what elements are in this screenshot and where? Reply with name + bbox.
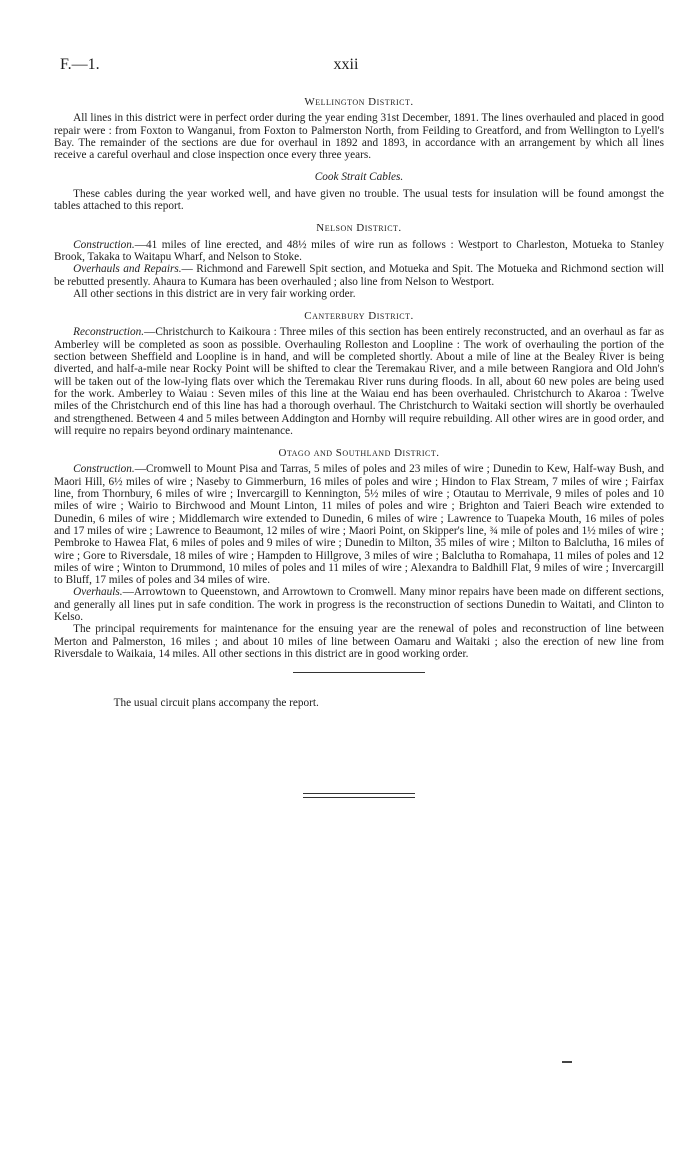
paragraph	[54, 326, 664, 437]
paragraph-text: —Christchurch to Kaikoura : Three miles of this section has been entirely reconstructed, and an overhaul as far as Amberley will be completed as soon as possible. Overhauling Rolleston and Loopline : The work of overhauling the portion of the section between Sheffield and Loopline is in hand, and will be completed shortly. About a mile of line at the Bealey River is being diverted, and half-a-mile near Rocky Point will be shifted to clear the Teremakau River, and a mile between Rangiora and Old John's will be taken out of the low-lying flats over which the Teremakau River runs during floods. In all, about 60 new poles are being used for the work. Amberley to Waiau : Seven miles of this line at the Waiau end has been overhauled. Christchurch to Akaroa : Twelve miles of the Christchurch end of this line has had a thorough overhaul. The Christchurch to Waitaki section will shortly be overhauled and strengthened. Between 4 and 5 miles between Addington and Hornby will require rebuilding. All other wires are in good order, and will require no repairs beyond ordinary maintenance.	[54, 326, 664, 437]
paragraph-text: — Richmond and Farewell Spit section, and Motueka and Spit. The Motueka and Richmond section will be rebutted presently. Ahaura to Kumara has been overhauled ; also line from Nelson to Westport.	[54, 263, 664, 288]
paragraph	[54, 586, 664, 623]
page-reference: F.—1.	[60, 56, 100, 73]
page-header	[60, 56, 632, 80]
paragraph	[54, 463, 664, 586]
paragraph-lead: Overhauls.	[73, 586, 123, 599]
paragraph-text: All other sections in this district are in very fair working order.	[73, 287, 356, 300]
paragraph	[54, 239, 664, 264]
closing-note	[54, 697, 664, 709]
paragraph	[54, 112, 664, 161]
paragraph-lead: Reconstruction.	[73, 326, 145, 339]
section-divider	[293, 672, 425, 673]
section-heading-nelson: Nelson District.	[316, 222, 402, 235]
paragraph-text: These cables during the year worked well, and have given no trouble. The usual tests for insulation will be found amongst the tables attached to this report.	[54, 187, 664, 213]
end-divider	[54, 793, 664, 798]
report-body	[54, 96, 664, 801]
paragraph	[54, 188, 664, 213]
section-subheading-cook-strait: Cook Strait Cables.	[314, 171, 404, 184]
paragraph	[54, 263, 664, 288]
paragraph-lead: Construction.	[73, 463, 135, 476]
paragraph-text: —Arrowtown to Queenstown, and Arrowtown to Cromwell. Many minor repairs have been made on different sections, and generally all lines put in safe condition. The work in progress is the reconstruction of sections Dunedin to Waitati, and Clinton to Kelso.	[54, 586, 664, 623]
paragraph	[54, 288, 664, 300]
paragraph-lead: Overhauls and Repairs.	[73, 263, 182, 276]
paragraph	[54, 623, 664, 660]
paragraph-text: —Cromwell to Mount Pisa and Tarras, 5 miles of poles and 23 miles of wire ; Dunedin to Kew, Half-way Bush, and Maori Hill, 6½ miles of wire ; Naseby to Gimmerburn, 16 miles of poles and wire ; Hindon to Flax Stream, 7 miles of wire ; Fairfax line, from Thornbury, 6 miles of wire ; Invercargill to Kennington, 5½ miles of wire ; Otautau to Merrivale, 9 miles of poles and 10 miles of wire ; Wairio to Birchwood and Mount Linton, 11 miles of poles and wire ; Brighton and Taieri Beach wire extended to Dunedin, 6 miles of wire ; Middlemarch wire extended to Dunedin, 6 miles of wire ; Lawrence to Tuapeka Mouth, 16 miles of poles and 17 miles of wire ; Lawrence to Beaumont, 12 miles of wire ; Maori Point, on Skipper's line, ¾ mile of poles and 1½ miles of wire ; Pembroke to Hawea Flat, 6 miles of poles and 9 miles of wire ; Dunedin to Milton, 35 miles of wire ; Milton to Balclutha, 16 miles of wire ; Gore to Riversdale, 18 miles of wire ; Hampden to Hillgrove, 3 miles of wire ; Balclutha to Romahapa, 11 miles of poles and 12 miles of wire ; Winton to Drummond, 10 miles of poles and 11 miles of wire ; Alexandra to Baldhill Flat, 9 miles of wire ; Invercargill to Bluff, 17 miles of poles and 34 miles of wire.	[54, 463, 664, 587]
page-number: xxii	[333, 56, 359, 73]
closing-text: The usual circuit plans accompany the report.	[113, 697, 319, 710]
section-heading-canterbury: Canterbury District.	[304, 310, 414, 323]
end-rule-line	[303, 793, 415, 794]
section-heading-otago-southland: Otago and Southland District.	[278, 447, 440, 460]
section-heading-wellington: Wellington District.	[304, 96, 414, 108]
paragraph-text: The principal requirements for maintenance for the ensuing year are the renewal of poles and reconstruction of line between Merton and Palmerston, 16 miles ; and about 10 miles of line between Oamaru and Waitaki ; also the erection of new line from Riversdale to Waikaia, 14 miles. All other sections in this district are in good working order.	[54, 623, 664, 660]
end-rule-line	[303, 797, 415, 798]
paragraph-lead: Construction.	[73, 238, 135, 251]
paragraph-text: —41 miles of line erected, and 48½ miles of wire run as follows : Westport to Charleston, Motueka to Stanley Brook, Takaka to Waitapu Wharf, and Nelson to Stoke.	[54, 238, 664, 263]
page-mark	[562, 1061, 572, 1067]
paragraph-text: All lines in this district were in perfect order during the year ending 31st December, 1891. The lines overhauled and placed in good repair were : from Foxton to Wanganui, from Foxton to Palmerston North, from Feilding to Greatford, and from Wellington to Lyell's Bay. The remainder of the sections are due for overhaul in 1892 and 1893, in accordance with an arrangement by which all lines receive a careful overhaul and close inspection once every three years.	[54, 112, 664, 162]
